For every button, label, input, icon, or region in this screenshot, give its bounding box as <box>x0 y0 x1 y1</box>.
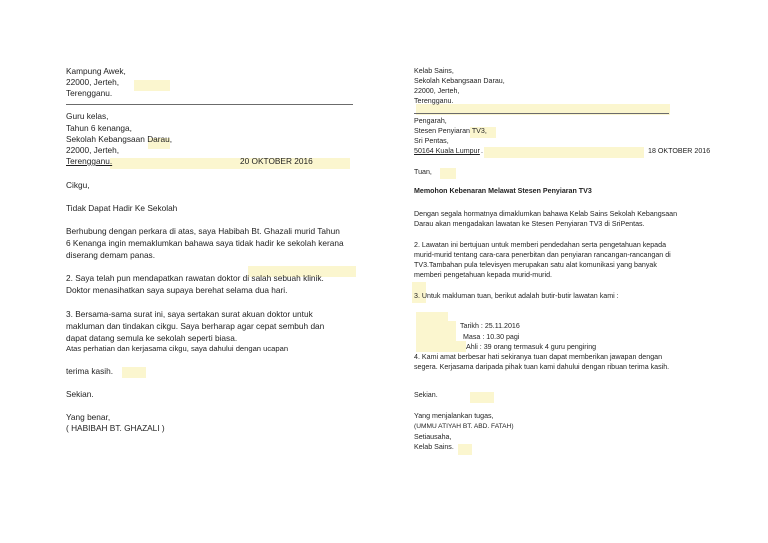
signoff-text: Yang menjalankan tugas, <box>414 412 494 420</box>
body-line: Darau akan mengadakan lawatan ke Stesen Penyiaran TV3 di SriPentas. <box>414 220 645 228</box>
signatory-org: Kelab Sains. <box>414 443 454 451</box>
signatory-name: ( HABIBAH BT. GHAZALI ) <box>66 423 165 433</box>
recipient-address-line: 22000, Jerteh, <box>66 145 120 155</box>
recipient-address-line: Sekolah Kebangsaan Darau, <box>66 134 173 144</box>
closing-text: Sekian. <box>66 389 94 399</box>
highlight <box>440 168 456 179</box>
highlight <box>134 80 170 91</box>
salutation: Tuan, <box>414 168 432 176</box>
body-line: Berhubung dengan perkara di atas, saya Habibah Bt. Ghazali murid Tahun <box>66 226 340 236</box>
body-line: 3. Bersama-sama surat ini, saya sertakan surat akuan doktor untuk <box>66 309 313 319</box>
detail-members: Ahli : 39 orang termasuk 4 guru pengiring <box>466 343 597 351</box>
body-line: makluman dan tindakan cikgu. Saya berharap agar cepat sembuh dan <box>66 321 325 331</box>
recipient-address-line: Tahun 6 kenanga, <box>66 123 132 133</box>
sender-address-line: Kampung Awek, <box>66 66 126 76</box>
highlight <box>110 158 350 169</box>
signatory-name: (UMMU ATIYAH BT. ABD. FATAH) <box>414 423 514 430</box>
sender-address-line: Terengganu. <box>414 97 454 105</box>
body-line: murid-murid tentang cara-cara penerbitan dan penyiaran rancangan-rancangan di <box>414 251 671 259</box>
sender-address-line: 22000, Jerteh, <box>414 87 460 95</box>
recipient-address-line: Pengarah, <box>414 117 447 125</box>
signatory-title: Setiausaha, <box>414 433 452 441</box>
letter-subject: Memohon Kebenaran Melawat Stesen Penyiaran TV3 <box>414 187 592 195</box>
letter-subject: Tidak Dapat Hadir Ke Sekolah <box>66 203 178 213</box>
body-line: 4. Kami amat berbesar hati sekiranya tuan dapat memberikan jawapan dengan <box>414 353 663 361</box>
body-line: 2. Lawatan ini bertujuan untuk memberi pendedahan serta pengetahuan kepada <box>414 241 667 249</box>
letter-date: 18 OKTOBER 2016 <box>648 147 711 155</box>
highlight <box>416 341 466 352</box>
recipient-address-line: 50164 Kuala Lumpur <box>414 147 480 155</box>
punctuation: . <box>481 147 483 155</box>
body-line: 3. Untuk makluman tuan, berikut adalah butir-butir lawatan kami : <box>414 292 619 300</box>
sender-address-line: Sekolah Kebangsaan Darau, <box>414 77 505 85</box>
highlight <box>484 147 644 158</box>
body-line: dapat datang semula ke sekolah seperti biasa. <box>66 333 238 343</box>
body-line: 2. Saya telah pun mendapatkan rawatan doktor di salah sebuah klinik. <box>66 273 324 283</box>
body-line: 6 Kenanga ingin memaklumkan bahawa saya tidak hadir ke sekolah kerana <box>66 238 344 248</box>
highlight <box>122 367 146 378</box>
signoff-text: Yang benar, <box>66 412 111 422</box>
detail-time: Masa : 10.30 pagi <box>463 333 520 341</box>
sender-address-line: 22000, Jerteh, <box>66 77 120 87</box>
salutation: Cikgu, <box>66 180 90 190</box>
thanks-text: terima kasih. <box>66 366 114 376</box>
letter-date: 20 OKTOBER 2016 <box>240 156 313 166</box>
body-line: Atas perhatian dan kerjasama cikgu, saya dahului dengan ucapan <box>66 344 289 353</box>
sender-address-line: Kelab Sains, <box>414 67 454 75</box>
highlight <box>470 392 494 403</box>
closing-text: Sekian. <box>414 391 438 399</box>
divider-line <box>66 104 353 105</box>
body-line: diserang demam panas. <box>66 250 156 260</box>
body-line: Doktor menasihatkan saya supaya berehat selama dua hari. <box>66 285 288 295</box>
recipient-address-line: Sri Pentas, <box>414 137 449 145</box>
recipient-address-line: Terengganu. <box>66 156 113 166</box>
sender-address-line: Terengganu. <box>66 88 113 98</box>
body-line: TV3.Tambahan pula televisyen merupakan satu alat komunikasi yang banyak <box>414 261 657 269</box>
detail-date: Tarikh : 25.11.2016 <box>460 322 520 330</box>
recipient-address-line: Guru kelas, <box>66 111 109 121</box>
recipient-address-line: Stesen Penyiaran TV3, <box>414 127 487 135</box>
body-line: Dengan segala hormatnya dimaklumkan bahawa Kelab Sains Sekolah Kebangsaan <box>414 210 678 218</box>
body-line: segera. Kerjasama daripada pihak tuan kami dahului dengan ribuan terima kasih. <box>414 363 670 371</box>
divider-line <box>414 113 669 114</box>
highlight <box>458 444 472 455</box>
body-line: memberi pengetahuan kepada murid-murid. <box>414 271 553 279</box>
